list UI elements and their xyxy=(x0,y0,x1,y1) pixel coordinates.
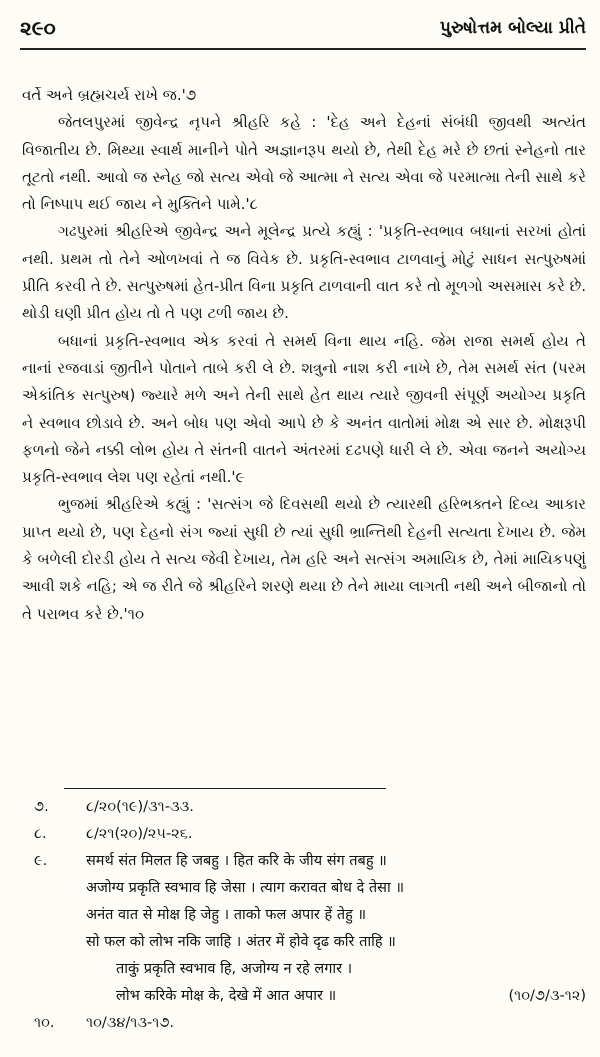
footnote-text: ૧૦/૩૪/૧૩-૧૭. xyxy=(86,1015,175,1031)
footnote-line xyxy=(22,983,586,1010)
footnote-verse: समर्थ संत मिलत हि जबहु । हित करि के जीय संग तबहु ॥ xyxy=(86,853,387,869)
footnote-line xyxy=(22,902,586,929)
footnote xyxy=(22,821,586,848)
paragraph: ગઢપુરમાં શ્રીહરિએ જીવેન્દ્ર અને મૂલેન્દ્ર પ્રત્યે કહ્યું : 'પ્રકૃતિ-સ્વભાવ બધાનાં સરખાં હોતાં નથી. પ્રથમ તો તેને ઓળખવાં તે જ વિવેક છે. પ્રકૃતિ-સ્વભાવ ટાળવાનું મોટું સાધન સત્પુરુષમાં પ્રીતિ કરવી તે છે. સત્પુરુષમાં હેત-પ્રીત વિના પ્રકૃતિ ટાળવાની વાત કરે તો મૂળગો અસમાસ કરે છે. થોડી ઘણી પ્રીત હોય તો તે પણ ટળી જાય છે. xyxy=(22,222,586,323)
footnote-line xyxy=(22,956,586,983)
footnote-number: ૭. xyxy=(34,799,49,815)
footnote-text: ૮/૨૧(૨૦)/૨૫-૨૬. xyxy=(86,826,193,842)
footnote-verse: अनंत वात से मोक्ष हि जेहु । ताको फल अपार हें तेहु ॥ xyxy=(86,907,367,923)
footnote-line xyxy=(22,929,586,956)
body-text xyxy=(22,82,586,628)
paragraph: ભુજમાં શ્રીહરિએ કહ્યું : 'સત્સંગ જે દિવસથી થયો છે ત્યારથી હરિભક્તને દિવ્ય આકાર પ્રાપ્ત થયો છે, પણ દેહનો સંગ જ્યાં સુધી છે ત્યાં સુધી ભ્રાન્તિથી દેહની સત્યતા દેખાય છે. જેમ કે બળેલી દોરડી હોય તે સત્ય જેવી દેખાય, તેમ હરિ અને સત્સંગ અમાયિક છે, તેમાં માયિકપણું આવી શકે નહિ; એ જ રીતે જે શ્રીહરિને શરણે થયા છે તેને માયા લાગતી નથી અને બીજાનો તો તે પરાભવ કરે છે.'૧૦ xyxy=(22,495,586,623)
paragraph: વર્તે અને બ્રહ્મચર્ય રાખે જ.'૭ xyxy=(22,86,197,104)
footnote-number: ૯. xyxy=(34,853,48,869)
footnote-verse: अजोग्य प्रकृति स्वभाव हि जेसा । त्याग करावत बोध दे तेसा ॥ xyxy=(86,880,405,896)
footnote-divider xyxy=(64,788,386,789)
footnote-number: ૧૦. xyxy=(34,1015,55,1031)
footnote xyxy=(22,794,586,821)
footnote xyxy=(22,848,586,875)
footnotes xyxy=(22,794,586,1037)
footnote-number: ૮. xyxy=(34,826,47,842)
footnote-text: ૮/૨૦(૧૯)/૩૧-૩૩. xyxy=(86,799,194,815)
footnote-reference: (૧૦/૭/૩-૧૨) xyxy=(508,988,586,1004)
footnote-couplet: ताकुं प्रकृति स्वभाव हि, अजोग्य न रहे लगार । xyxy=(116,961,353,977)
running-title: પુરુષોત્તમ બોલ્યા પ્રીતે xyxy=(439,18,586,38)
page-header xyxy=(20,14,586,50)
footnote xyxy=(22,1010,586,1037)
footnote-line xyxy=(22,875,586,902)
footnote-couplet: लोभ करिके मोक्ष के, देखे में आत अपार ॥ xyxy=(116,988,337,1004)
paragraph: બધાનાં પ્રકૃતિ-સ્વભાવ એક કરવાં તે સમર્થ વિના થાય નહિ. જેમ રાજા સમર્થ હોય તે નાનાં રજવાડાં જીતીને પોતાને તાબે કરી લે છે. શત્રુનો નાશ કરી નાખે છે, તેમ સમર્થ સંત (પરમ એકાંતિક સત્પુરુષ) જ્યારે મળે અને તેની સાથે હેત થાય ત્યારે જીવની સંપૂર્ણ અયોગ્ય પ્રકૃતિ ને સ્વભાવ છોડાવે છે. અને બોધ પણ એવો આપે છે કે અનંત વાતોમાં મોક્ષ એ સાર છે. મોક્ષરૂપી ફળનો જેને નક્કી લોભ હોય તે સંતની વાતને અંતરમાં દઢપણે ધારી લે છે. એવા જનને અયોગ્ય પ્રકૃતિ-સ્વભાવ લેશ પણ રહેતાં નથી.'૯ xyxy=(22,331,586,487)
footnote-verse: सो फल को लोभ नकि जाहि । अंतर में होवे दृढ करि ताहि ॥ xyxy=(86,934,396,950)
page-number: ૨૯૦ xyxy=(20,16,56,40)
paragraph: જેતલપુરમાં જીવેન્દ્ર નૃપને શ્રીહરિ કહે : 'દેહ અને દેહનાં સંબંધી જીવથી અત્યંત વિજાતીય છે. મિથ્યા સ્વાર્થ માનીને પોતે અજ્ઞાનરૂપ થયો છે, તેથી દેહ મરે છે છતાં સ્નેહનો તાર તૂટતો નથી. આવો જ સ્નેહ જો સત્ય એવો જે આત્મા ને સત્ય એવા જે પરમાત્મા તેની સાથે કરે તો નિષ્પાપ થઈ જાય ને મુક્તિને પામે.'૮ xyxy=(22,113,586,214)
